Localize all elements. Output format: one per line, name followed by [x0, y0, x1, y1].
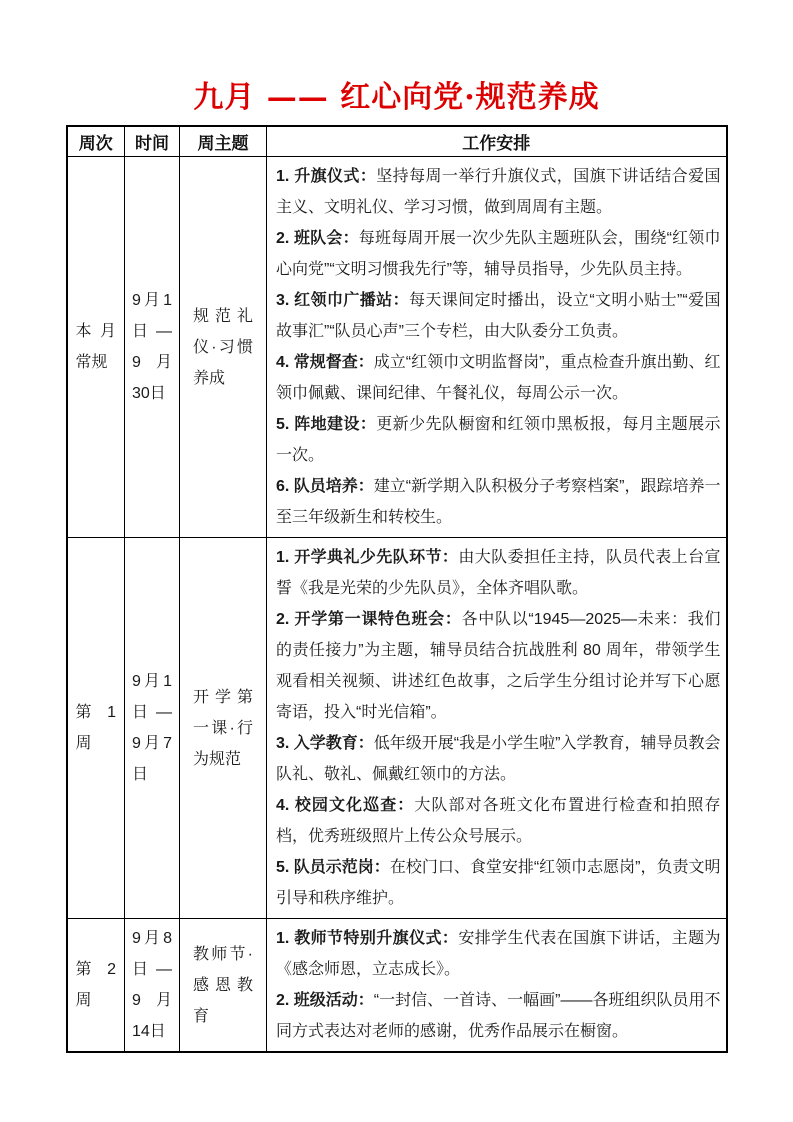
task-item — [276, 985, 721, 1047]
tasks-cell — [267, 919, 727, 1053]
task-text: 更新少先队橱窗和红领巾黑板报，每月主题展示一次。 — [276, 416, 721, 464]
task-label: 5. 队员示范岗： — [276, 859, 390, 876]
task-label: 1. 升旗仪式： — [276, 168, 377, 185]
tasks-cell — [267, 157, 727, 538]
table-row-week-1 — [67, 538, 727, 919]
task-item — [276, 347, 721, 409]
task-text: 安排学生代表在国旗下讲话，主题为《感念师恩，立志成长》。 — [276, 930, 721, 978]
task-item — [276, 161, 721, 223]
theme-cell: 规范礼仪·习惯养成 — [180, 157, 267, 538]
task-label: 1. 教师节特别升旗仪式： — [276, 930, 459, 947]
task-text: “一封信、一首诗、一幅画”——各班组织队员用不同方式表达对老师的感谢，优秀作品展示在橱窗。 — [276, 992, 721, 1040]
task-text: 由大队委担任主持，队员代表上台宣誓《我是光荣的少先队员》，全体齐唱队歌。 — [276, 549, 721, 597]
task-text: 在校门口、食堂安排“红领巾志愿岗”，负责文明引导和秩序维护。 — [276, 859, 721, 907]
col-header-tasks: 工作安排 — [267, 126, 727, 157]
task-text: 每班每周开展一次少先队主题班队会，围绕“红领巾心向党”“文明习惯我先行”等，辅导员指导，少先队员主持。 — [276, 230, 721, 278]
task-item — [276, 728, 721, 790]
task-label: 2. 开学第一课特色班会： — [276, 611, 462, 628]
task-label: 3. 入学教育： — [276, 735, 374, 752]
task-item — [276, 923, 721, 985]
task-item — [276, 542, 721, 604]
time-cell: 9月8日—9月14日 — [125, 919, 180, 1053]
col-header-week: 周次 — [67, 126, 125, 157]
task-item — [276, 409, 721, 471]
week-cell: 本月常规 — [67, 157, 125, 538]
tasks-cell — [267, 538, 727, 919]
task-item — [276, 852, 721, 914]
task-label: 4. 常规督查： — [276, 354, 374, 371]
week-cell: 第 2 周 — [67, 919, 125, 1053]
task-label: 3. 红领巾广播站： — [276, 292, 409, 309]
theme-cell: 开学第一课·行为规范 — [180, 538, 267, 919]
task-text: 各中队以“1945—2025—未来：我们的责任接力”为主题，辅导员结合抗战胜利 80 周年，带领学生观看相关视频、讲述红色故事，之后学生分组讨论并写下心愿寄语，投入“时光信箱”。 — [276, 611, 721, 721]
time-cell: 9月1日—9月7日 — [125, 538, 180, 919]
task-text: 成立“红领巾文明监督岗”，重点检查升旗出勤、红领巾佩戴、课间纪律、午餐礼仪，每周公示一次。 — [276, 354, 721, 402]
task-item — [276, 223, 721, 285]
col-header-time: 时间 — [125, 126, 180, 157]
task-label: 4. 校园文化巡查： — [276, 797, 415, 814]
page-title: 九月 —— 红心向党·规范养成 — [193, 80, 600, 115]
september-plan-table — [66, 125, 728, 1053]
header-row — [67, 126, 727, 157]
task-label: 1. 开学典礼少先队环节： — [276, 549, 459, 566]
task-label: 2. 班级活动： — [276, 992, 374, 1009]
table-row-monthly-routine — [67, 157, 727, 538]
task-text: 大队部对各班文化布置进行检查和拍照存档，优秀班级照片上传公众号展示。 — [276, 797, 721, 845]
week-cell: 第 1 周 — [67, 538, 125, 919]
task-text: 每天课间定时播出，设立“文明小贴士”“爱国故事汇”“队员心声”三个专栏，由大队委分工负责。 — [276, 292, 721, 340]
task-text: 坚持每周一举行升旗仪式，国旗下讲话结合爱国主义、文明礼仪、学习习惯，做到周周有主题。 — [276, 168, 721, 216]
task-label: 5. 阵地建设： — [276, 416, 377, 433]
task-item — [276, 604, 721, 728]
task-label: 6. 队员培养： — [276, 478, 374, 495]
col-header-theme: 周主题 — [180, 126, 267, 157]
task-label: 2. 班队会： — [276, 230, 359, 247]
task-item — [276, 790, 721, 852]
theme-cell: 教师节·感恩教育 — [180, 919, 267, 1053]
time-cell: 9月1日—9月30日 — [125, 157, 180, 538]
table-row-week-2 — [67, 919, 727, 1053]
task-item — [276, 285, 721, 347]
task-text: 建立“新学期入队积极分子考察档案”，跟踪培养一至三年级新生和转校生。 — [276, 478, 721, 526]
task-item — [276, 471, 721, 533]
task-text: 低年级开展“我是小学生啦”入学教育，辅导员教会队礼、敬礼、佩戴红领巾的方法。 — [276, 735, 721, 783]
